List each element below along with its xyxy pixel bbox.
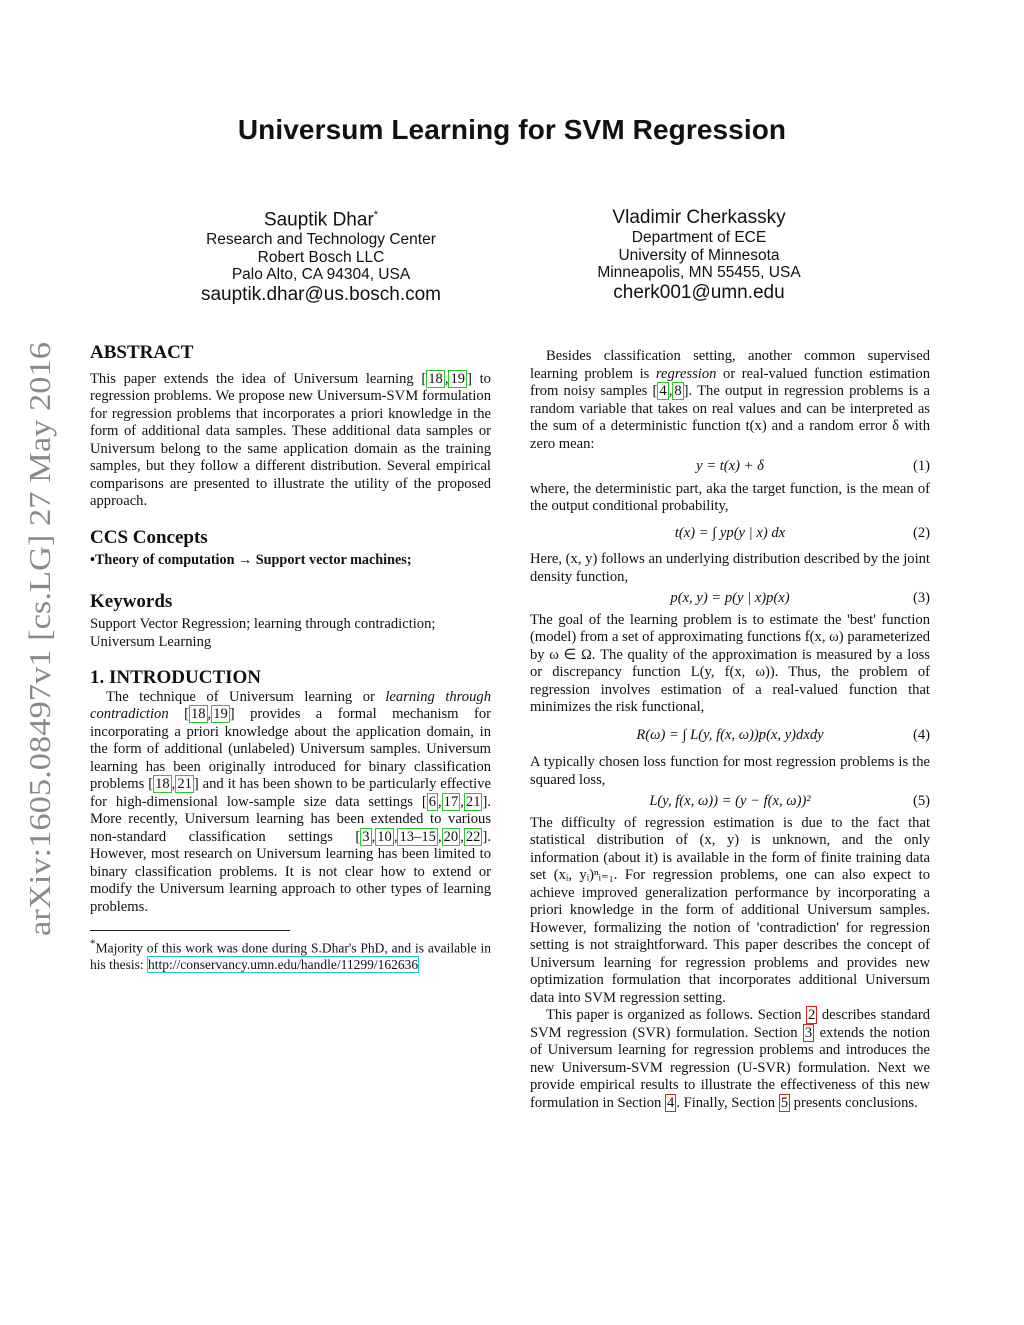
keywords-text: Support Vector Regression; learning through contradiction; Universum Learning: [90, 616, 436, 650]
intro-heading: 1. INTRODUCTION: [90, 667, 262, 688]
abstract-text: This paper extends the idea of Universum learning [ 18 , 19 ] to regression problems. We propose new Universum-SVM formulation for regression problems that incorporates a priori knowledge in the form of additional data samples. These additional data samples or Universum belong to the same application domain as the training samples, but they follow a different distribution. Several empirical comparisons are presented to illustrate the utility of the proposed approach.: [90, 370, 491, 509]
affiliation-line: Robert Bosch LLC: [257, 248, 385, 266]
body-paragraph: The difficulty of regression estimation is due to the fact that statistical distribution of (x, y) is unknown, and the only information (about it) is available in the form of finite training data set (xᵢ, yᵢ)ⁿᵢ₌₁. For regression problems, one can also expect to achieve improved generalization performance by incorporating a priori knowledge in the form of additional Universum samples. However, formalizing the notion of 'contradiction' for regression setting is not straightforward. This paper describes the concept of Universum learning for regression problems and provides new optimization formulation that incorporates additional Universum data into SVM regression setting.: [530, 814, 930, 1006]
affiliation-line: Research and Technology Center: [206, 231, 436, 249]
equation-4: R(ω) = ∫ L(y, f(x, ω))p(x, y)dxdy (4): [636, 726, 930, 743]
citation-link[interactable]: 6: [428, 793, 436, 810]
citation-link[interactable]: 10: [377, 828, 392, 845]
arxiv-stamp: [0, 340, 57, 940]
citation-link[interactable]: 20: [443, 828, 459, 845]
section-link[interactable]: 3: [804, 1024, 813, 1041]
arxiv-stamp-text: arXiv:1605.08497v1 [cs.LG] 27 May 2016: [22, 402, 57, 936]
ccs-heading: CCS Concepts: [90, 526, 208, 548]
citation-link[interactable]: 17: [443, 793, 459, 810]
citation-link[interactable]: 19: [450, 370, 466, 387]
affiliation-line: Department of ECE: [631, 229, 767, 246]
author-name: Vladimir Cherkassky: [612, 207, 786, 228]
citation-link[interactable]: 19: [213, 706, 228, 722]
footnote: *Majority of this work was done during S.Dhar's PhD, and is available in his thesis: http://conservancy.umn.edu/handle/11299/162636: [90, 938, 491, 972]
body-paragraph: Here, (x, y) follows an underlying distribution described by the joint density function,: [530, 551, 930, 585]
equation-2: t(x) = ∫ yp(y | x) dx (2): [674, 524, 930, 541]
body-paragraph: A typically chosen loss function for most regression problems is the squared loss,: [530, 754, 930, 788]
equation-number: (4): [912, 726, 930, 743]
left-column: [90, 344, 491, 973]
equation-number: (5): [912, 793, 930, 809]
body-paragraph: This paper is organized as follows. Section 2 describes standard SVM regression (SVR) formulation. Section 3 extends the notion of Universum learning for regression problems and introduces the new Universum-SVM regression (U-SVR) formulation. Next we provide empirical results to illustrate the effectiveness of this new formulation in Section 4 . Finally, Section 5 presents conclusions.: [530, 1007, 931, 1111]
citation-link[interactable]: 13–15: [399, 828, 436, 845]
author-block-2: [534, 207, 864, 304]
citation-link[interactable]: 8: [674, 383, 682, 399]
equation-1: y = t(x) + δ (1): [696, 458, 930, 474]
equation-5: L(y, f(x, ω)) = (y − f(x, ω))² (5): [649, 793, 930, 809]
paper-title: Universum Learning for SVM Regression: [237, 114, 787, 145]
citation-link[interactable]: 3: [362, 828, 370, 845]
keywords-heading: Keywords: [90, 590, 173, 612]
body-paragraph: where, the deterministic part, aka the target function, is the mean of the output conditional probability,: [530, 480, 930, 514]
author-name: Sauptik Dhar: [263, 209, 374, 231]
author-block-1: [156, 204, 486, 306]
author-email: sauptik.dhar@us.bosch.com: [200, 283, 441, 305]
equation-number: (2): [912, 524, 930, 541]
equation-number: (3): [912, 590, 930, 606]
citation-link[interactable]: 18: [155, 776, 170, 792]
citation-link[interactable]: 18: [428, 370, 443, 387]
section-link[interactable]: 2: [808, 1007, 816, 1023]
equation-3: p(x, y) = p(y | x)p(x) (3): [670, 590, 930, 606]
section-link[interactable]: 5: [780, 1094, 789, 1111]
thesis-url-link[interactable]: http://conservancy.umn.edu/handle/11299/162636: [148, 956, 419, 972]
citation-link[interactable]: 21: [177, 776, 192, 792]
author-email: cherk001@umn.edu: [613, 281, 785, 303]
footnote-mark: *: [373, 209, 379, 221]
abstract-heading: ABSTRACT: [90, 342, 194, 363]
body-paragraph: The goal of the learning problem is to estimate the 'best' function (model) from a set of approximating functions f(x, ω) parameterized by ω ∈ Ω. The quality of the approximation is measured by a loss or discrepancy function L(y, f(x, ω)). Thus, the problem of regression involves estimation of a real-valued function that minimizes the risk functional,: [530, 611, 930, 715]
equation-number: (1): [912, 458, 930, 474]
affiliation-line: Minneapolis, MN 55455, USA: [597, 264, 801, 281]
right-column: [530, 348, 930, 1112]
ccs-text: •Theory of computation → Support vector machines;: [90, 552, 412, 568]
affiliation-line: Palo Alto, CA 94304, USA: [231, 266, 411, 284]
body-paragraph: Besides classification setting, another common supervised learning problem is regression or real-valued function estimation from noisy samples [ 4 , 8 ]. The output in regression problems is a random variable that takes on real values and can be interpreted as the sum of a deterministic function t(x) and a random error δ with zero mean:: [530, 348, 931, 452]
citation-link[interactable]: 22: [465, 828, 481, 845]
citation-link[interactable]: 21: [465, 793, 481, 810]
section-link[interactable]: 4: [666, 1094, 675, 1111]
affiliation-line: University of Minnesota: [618, 246, 780, 264]
citation-link[interactable]: 18: [190, 706, 206, 722]
intro-paragraph: The technique of Universum learning or learning through contradiction [ 18 , 19 ] provides a formal mechanism for incorporating a priori knowledge about the application domain, in the form of additional (unlabeled) Universum samples. Universum learning has been originally introduced for binary classification problems [ 18 , 21 ] and it has been shown to be particularly effective for high-dimensional low-sample size data settings [ 6 , 17 , 21 ]. More recently, Universum learning has been extended to various non-standard classification settings [ 3 , 10 , 13–15 , 20 , 22 ]. However, most research on Universum learning has been limited to binary classification problems. It is not clear how to extend or modify the Universum learning approach to other types of learning problems.: [90, 688, 492, 915]
footnote-rule: [90, 930, 290, 931]
citation-link[interactable]: 4: [659, 383, 667, 399]
